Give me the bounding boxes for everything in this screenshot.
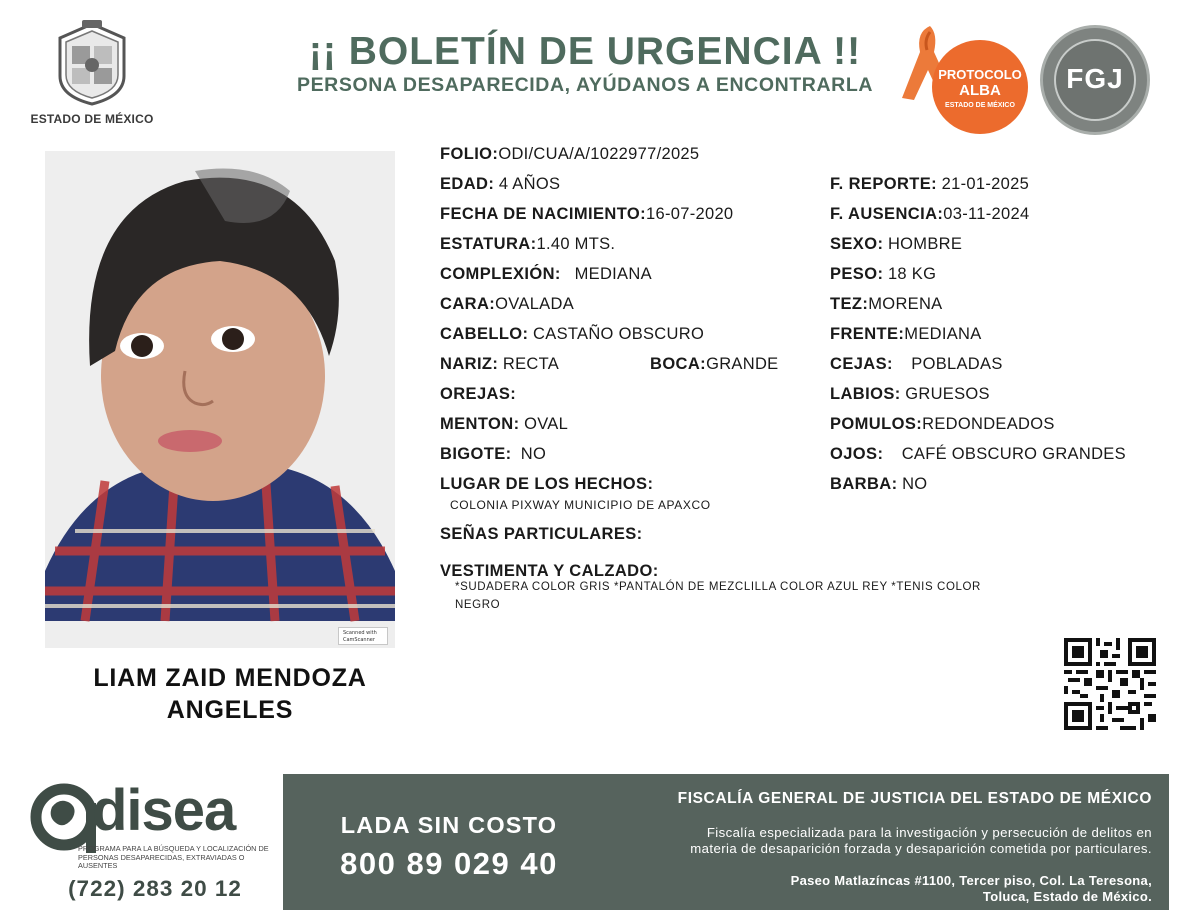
field-cabello [440,324,704,344]
field-lugar-hechos [440,474,653,494]
person-name [45,662,415,726]
field-sexo [830,234,962,254]
field-f-ausencia [830,204,1029,224]
field-value: MEDIANA [574,265,652,283]
field-label: OREJAS: [440,385,517,403]
field-label: LUGAR DE LOS HECHOS: [440,475,654,493]
field-value: 03-11-2024 [943,205,1030,223]
odisea-description: PROGRAMA PARA LA BÚSQUEDA Y LOCALIZACIÓN DE PERSONAS DESAPARECIDAS, EXTRAVIADAS O AUSENTES [78,844,269,870]
field-label: EDAD: [440,175,495,193]
field-value: POBLADAS [911,355,1003,373]
state-caption: ESTADO DE MÉXICO [30,112,154,126]
estado-de-mexico-logo [30,18,154,130]
field-vestimenta-value-line1: *SUDADERA COLOR GRIS *PANTALÓN DE MEZCLILLA COLOR AZUL REY *TENIS COLOR [455,581,981,593]
field-value: NO [902,475,928,493]
alba-line3: ESTADO DE MÉXICO [945,102,1015,109]
field-label: FRENTE: [830,325,905,343]
field-label: FOLIO: [440,145,499,163]
field-value: 4 AÑOS [498,175,561,193]
field-label: F. AUSENCIA: [830,205,944,223]
field-label: FECHA DE NACIMIENTO: [440,205,646,223]
field-estatura [440,234,615,254]
fgj-full-name: FISCALÍA GENERAL DE JUSTICIA DEL ESTADO DE MÉXICO [677,790,1152,807]
alba-line2: ALBA [959,82,1001,99]
bulletin-title: ¡¡ BOLETÍN DE URGENCIA !! [308,30,862,73]
field-folio [440,144,699,164]
field-label: SEXO: [830,235,884,253]
field-value: NO [520,445,547,463]
protocolo-alba-logo [902,22,1032,134]
field-value: CAFÉ OBSCURO GRANDES [901,445,1126,463]
field-vestimenta [440,561,659,581]
field-value: REDONDEADOS [922,415,1055,433]
field-label: CABELLO: [440,325,529,343]
field-label: PESO: [830,265,884,283]
field-label: BIGOTE: [440,445,512,463]
field-label: LABIOS: [830,385,901,403]
field-label: VESTIMENTA Y CALZADO: [440,562,659,580]
field-tez [830,294,943,314]
camscanner-badge: Scanned with CamScanner [338,627,388,645]
field-labios [830,384,990,404]
field-nariz [440,354,559,374]
field-value: MORENA [868,295,943,313]
field-complexion [440,264,652,284]
field-senas-particulares [440,524,643,544]
field-label: BOCA: [650,355,707,373]
field-orejas [440,384,516,404]
field-ojos [830,444,1126,464]
field-menton [440,414,568,434]
fgj-seal-logo [1040,25,1150,135]
person-name-line2: ANGELES [166,696,294,724]
toll-free-number[interactable]: 800 89 029 40 [340,846,558,881]
field-value: GRANDE [706,355,779,373]
bulletin-subtitle: PERSONA DESAPARECIDA, AYÚDANOS A ENCONTRARLA [296,74,874,96]
fgj-address-line1: Paseo Matlazíncas #1100, Tercer piso, Col. La Teresona, [790,873,1152,888]
alba-line1: PROTOCOLO [938,67,1022,82]
field-label: COMPLEXIÓN: [440,265,561,283]
field-value: CASTAÑO OBSCURO [533,325,705,343]
field-value: 18 KG [887,265,937,283]
field-fecha-nacimiento [440,204,733,224]
missing-person-photo [45,151,395,648]
field-value: HOMBRE [887,235,963,253]
field-label: ESTATURA: [440,235,537,253]
field-value: MEDIANA [904,325,982,343]
field-cara [440,294,574,314]
field-vestimenta-value-line2: NEGRO [455,599,501,611]
field-peso [830,264,936,284]
fgj-description-line2: materia de desaparición forzada y desaparición cometida por particulares. [690,841,1152,856]
field-value: ODI/CUA/A/1022977/2025 [498,145,700,163]
field-f-reporte [830,174,1029,194]
toll-free-label: LADA SIN COSTO [340,812,558,838]
fgj-seal-text: FGJ [1066,63,1124,94]
field-frente [830,324,982,344]
field-lugar-hechos-value: COLONIA PIXWAY MUNICIPIO DE APAXCO [450,498,711,512]
field-value: 21-01-2025 [941,175,1030,193]
field-value: GRUESOS [905,385,990,403]
field-value: 1.40 MTS. [536,235,616,253]
field-boca [650,354,778,374]
field-value: 16-07-2020 [646,205,734,223]
odisea-phone[interactable]: (722) 283 20 12 [68,876,242,901]
odisea-wordmark: disea [92,778,236,843]
fgj-description-line1: Fiscalía especializada para la investigación y persecución de delitos en [706,825,1152,840]
field-value: OVAL [524,415,569,433]
field-cejas [830,354,1003,374]
odisea-map-icon [30,783,100,853]
field-bigote [440,444,546,464]
field-value: OVALADA [495,295,574,313]
child-portrait-image [45,151,395,648]
field-label: CEJAS: [830,355,893,373]
coat-of-arms-icon [52,18,132,106]
field-label: POMULOS: [830,415,923,433]
field-label: OJOS: [830,445,884,463]
field-label: F. REPORTE: [830,175,938,193]
field-label: TEZ: [830,295,869,313]
person-name-line1: LIAM ZAID MENDOZA [93,664,367,692]
odisea-logo [30,778,280,878]
field-label: SEÑAS PARTICULARES: [440,525,643,543]
field-value: RECTA [502,355,560,373]
fgj-description [600,825,1152,857]
field-barba [830,474,927,494]
field-label: NARIZ: [440,355,499,373]
field-label: MENTON: [440,415,520,433]
field-edad [440,174,560,194]
field-pomulos [830,414,1055,434]
fgj-address-line2: Toluca, Estado de México. [982,889,1152,904]
field-label: BARBA: [830,475,898,493]
field-label: CARA: [440,295,496,313]
qr-code-icon[interactable] [1064,638,1156,730]
